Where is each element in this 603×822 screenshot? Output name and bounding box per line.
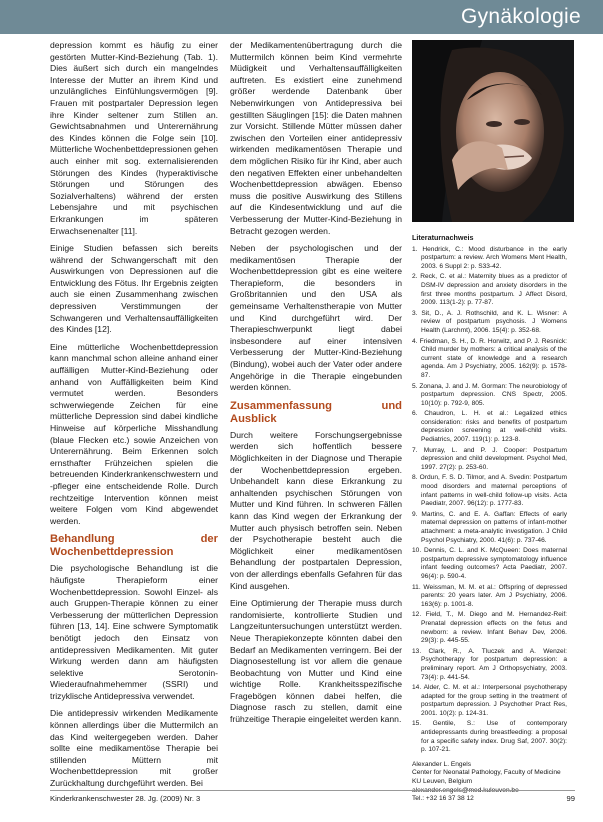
- reference-item: 9. Martins, C. and E. A. Gaffan: Effects of early maternal depression on patterns of infant-mother attachment: a meta-analytic investigation. J Child Psychol Psychiatry, 2000. 41(6): p. 737-46.: [412, 510, 567, 544]
- paragraph: Eine Optimierung der Therapie muss durch randomisierte, kontrollierte Studien und Langzeituntersuchungen unterstützt werden. Neue Therapiekonzepte könnten dabei den Bedarf an Medikamenten verringern. Bei der Diagnosestellung ist vor allem die genaue Beobachtung von Mutter und Kind eine wichtige Rolle. Krankheitsspezifische Fragebögen können dabei helfen, die Diagnose rasch zu stellen, damit eine frühzeitige Therapie eingeleitet werden kann.: [230, 598, 402, 725]
- reference-item: 4. Friedman, S. H., D. R. Horwitz, and P. J. Resnick: Child murder by mothers: a critical analysis of the current state of knowledge and a research agenda. Am J Psychiatry, 2005. 162(9): p. 1578-87.: [412, 337, 567, 379]
- reference-item: 2. Reck, C. et al.: Maternity blues as a predictor of DSM-IV depression and anxiety disorders in the first three months postpartum. J Affect Disord, 2009. 113(1-2): p. 77-87.: [412, 273, 567, 307]
- paragraph: der Medikamentenübertragung durch die Muttermilch können beim Kind vermehrte Müdigkeit und Verhaltensauffälligkeiten auftreten. Es existiert eine zunehmend größer werdende Datenbank über Nebenwirkungen von Antidepressiva bei gestillten Säuglingen [15]: die Daten mahnen zur Vorsicht. Stillende Mütter müssen daher zwischen den Vorteilen einer antidepressiv wirkenden medikamentösen Therapie und dem möglichen Risiko für ihr Kind, aber auch den negativen Effekten einer unbehandelten Wochenbettdepression abwägen. Ebenso muss die positive Auswirkung des Stillens auf die Kindesentwicklung und auf die Verbesserung der Mutter-Kind-Beziehung in Betracht gezogen werden.: [230, 40, 402, 236]
- author-block: [412, 761, 567, 804]
- reference-item: 7. Murray, L. and P. J. Cooper: Postpartum depression and child development. Psychol Med, 1997. 27(2): p. 253-60.: [412, 446, 567, 471]
- paragraph: Eine mütterliche Wochenbettdepression kann manchmal schon alleine anhand einer auffälligen Mutter-Kind-Beziehung oder anhand von Auffälligkeiten beim Kind vermutet werden. Besonders schwerwiegende Zeichen für eine mütterliche Depression sind dabei kindliche Hinweise auf körperliche Misshandlung (blaue Flecken etc.) sowie Anzeichen von Unterernährung. Beim Erkennen solch ernsthafter Frühzeichen spielen die betreuenden Kinderkrankenschwestern und -pfleger eine entscheidende Rolle. Durch rechtzeitige Intervention können meist weitere Folgen vom Kind abgewendet werden.: [50, 341, 218, 526]
- paragraph: Durch weitere Forschungsergebnisse werden sich hoffentlich bessere Möglichkeiten in der Diagnose und Therapie der Wochenbettdepression ergeben. Unbehandelt kann diese Erkrankung zu anhaltenden psychischen Störungen von Mutter und Kind führen. In schweren Fällen kann das Kind wegen der Erkrankung der Mutter auch physisch betroffen sein. Neben der Psychotherapie besteht auch die Möglichkeit einer medikamentösen Behandlung der postpartalen Depression, von der allerdings ebenfalls Gefahren für das Kind ausgehen.: [230, 429, 402, 591]
- reference-item: 1. Hendrick, C.: Mood disturbance in the early postpartum: a review. Arch Womens Ment Health, 2003. 6 Suppl 2: p. S33-42.: [412, 245, 567, 270]
- author-affiliation: KU Leuven, Belgium: [412, 778, 473, 786]
- paragraph: depression kommt es häufig zu einer gestörten Mutter-Kind-Beziehung (Tab. 1). Dies äußert sich durch ein mangelndes Interesse der Mutter an ihrem Kind und unzulängliches Einfühlungsvermögen [9]. Frauen mit postpartaler Depression legen ihre Kinder seltener zum Stillen an. Gewichtsabnahmen und Unterernährung des Kindes können die Folge sein [10]. Mütterliche Wochenbettdepressionen gehen auch einher mit sog. externalisierenden Störungen des Kindes (hyperaktivische Störungen und Störungen des Sozialverhaltens) während der ersten Lebensjahre und mit psychischen Erkrankungen im späteren Erwachsenenalter [11].: [50, 40, 219, 236]
- portrait-illustration: [412, 40, 574, 222]
- section-header-bar: [0, 0, 603, 34]
- section-title: Gynäkologie: [460, 5, 581, 28]
- section-heading-summary: Zusammenfassung und Ausblick: [230, 399, 402, 425]
- author-affiliation: Center for Neonatal Pathology, Faculty of Medicine: [412, 769, 561, 777]
- text-column-left: [50, 40, 218, 796]
- section-heading-treatment: Behandlung der Wochenbettdepression: [50, 533, 218, 559]
- author-name: Alexander L. Engels: [412, 760, 472, 768]
- paragraph: Einige Studien befassen sich bereits während der Schwangerschaft mit den Auswirkungen von Depressionen auf die Entwicklung des Fötus. Ihr Ergebnis zeigten auch sie einen Zusammenhang zwischen depressiven Verstimmungen der Schwangeren und Verhaltensauffälligkeiten des Kindes [12].: [50, 243, 218, 335]
- reference-item: 11. Weissman, M. M. et al.: Offspring of depressed parents: 20 years later. Am J Psychiatry, 2006. 163(6): p. 1001-8.: [412, 583, 567, 608]
- reference-item: 8. Ordun, F. S. D. Tilmor, and A. Svedin: Postpartum mood disorders and maternal perceptions of infant patterns in well-child follow-up visits. Acta Paediatr, 2007. 96(12): p. 1777-83.: [412, 474, 567, 508]
- reference-item: 10. Dennis, C. L. and K. McQueen: Does maternal postpartum depressive symptomatology influence infant feeding outcomes? Acta Paediatr, 2007. 96(4): p. 590-4.: [412, 547, 567, 580]
- author-phone: Tel.: +32 16 37 38 12: [412, 795, 474, 803]
- reference-item: 6. Chaudron, L. H. et al.: Legalized ethics consideration: risks and benefits of postpartum depression screening at well-child visits. Pediatrics, 2007. 119(1): p. 123-8.: [412, 410, 567, 444]
- footer-divider: [50, 790, 575, 791]
- woman-portrait-photo: [412, 40, 574, 222]
- references-heading: Literaturnachweis: [412, 233, 474, 242]
- paragraph: Die psychologische Behandlung ist die häufigste Therapieform einer Wochenbettdepression. Sowohl Einzel- als auch Gruppen-Therapie können zu einer Verbesserung der mütterlichen Depression führen [13, 14]. Eine schwere Symptomatik benötigt jedoch den Einsatz von antidepressiven Medikamenten. Mit guter Wirkung werden dann am häufigsten selektive Serotonin-Wiederaufnahmehemmer (SSRI) und trizyklische Antidepressiva verwendet.: [50, 563, 218, 701]
- reference-item: 15. Gentile, S.: Use of contemporary antidepressants during breastfeeding: a proposal for a specific safety index. Drug Saf, 2007. 30(2): p. 107-21.: [412, 720, 567, 754]
- paragraph: Neben der psychologischen und der medikamentösen Therapie der Wochenbettdepression gibt es eine weitere Therapieform, die besonders in Großbritannien und den USA als gemeinsame Verhaltenstherapie von Mutter und Kind durchgeführt wird. Der Therapieschwerpunkt liegt dabei insbesondere auf einer intensiven Verbesserung der Mutter-Kind-Beziehung (Bindung), wobei auch der Vater oder andere Angehörige in die Therapie eingebunden werden können.: [230, 243, 402, 393]
- reference-item: 5. Zonana, J. and J. M. Gorman: The neurobiology of postpartum depression. CNS Spectr, 2005. 10(10): p. 792-9, 805.: [412, 382, 567, 407]
- paragraph: Die antidepressiv wirkenden Medikamente können allerdings über die Muttermilch an das Kind weitergegeben werden. Daher sollte eine medikamentöse Therapie bei stillenden Müttern mit Wochenbettdepression mit großer Zurückhaltung durchgeführt werden. Bei: [50, 708, 218, 789]
- reference-item: 3. Sit, D., A. J. Rothschild, and K. L. Wisner: A review of postpartum psychosis. J Womens Health (Larchmt), 2006. 15(4): p. 352-68.: [412, 309, 567, 334]
- page-number: 99: [566, 794, 575, 803]
- text-column-middle: [230, 40, 402, 732]
- reference-item: 12. Field, T., M. Diego and M. Hernandez-Reif: Prenatal depression effects on the fetus and newborn: a review. Infant Behav Dev, 2006. 29(3): p. 445-55.: [412, 611, 567, 645]
- references-column: [412, 234, 567, 804]
- journal-citation: Kinderkrankenschwester 28. Jg. (2009) Nr. 3: [50, 794, 201, 803]
- reference-item: 13. Clark, R., A. Tluczek and A. Wenzel: Psychotherapy for postpartum depression: a preliminary report. Am J Orthopsychiatry, 2003. 73(4): p. 441-54.: [412, 647, 567, 681]
- reference-item: 14. Alder, C. M. et al.: Interpersonal psychotherapy adapted for the group setting in the treatment of postpartum depression. J Psychother Pract Res, 2001. 10(2): p. 124-31.: [412, 684, 567, 717]
